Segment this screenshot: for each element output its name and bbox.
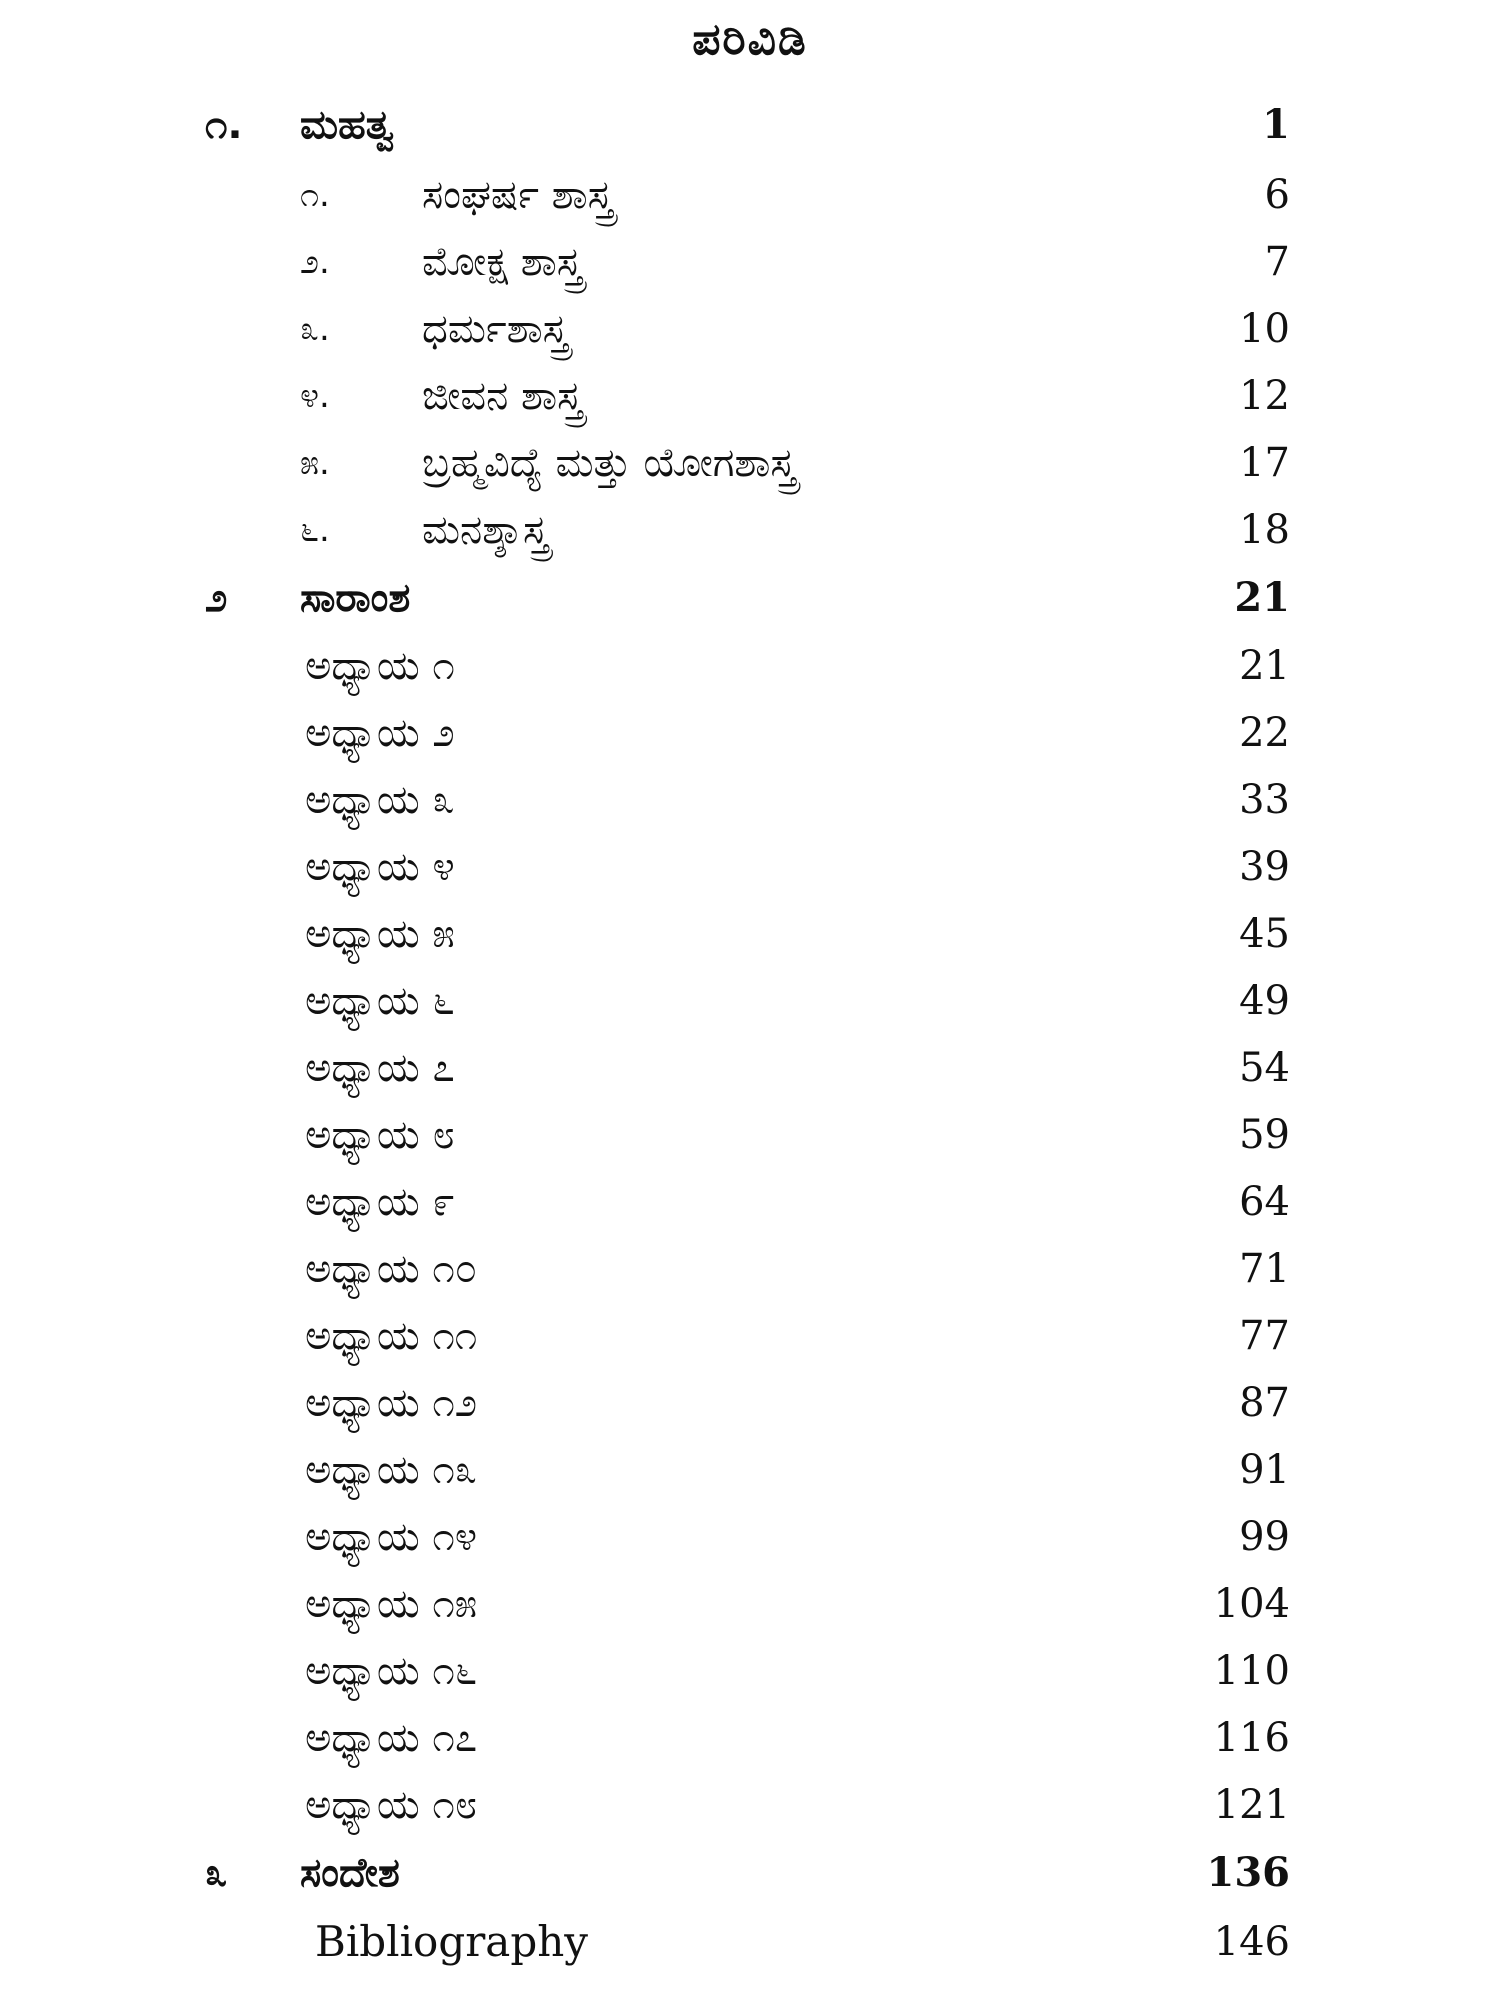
page-number: 71 — [1239, 1246, 1290, 1292]
page-number: 91 — [1239, 1447, 1290, 1493]
page-number: 104 — [1213, 1581, 1290, 1627]
chapter-title: ಅಧ್ಯಾಯ ೧೭ — [305, 1715, 478, 1761]
page-number: 10 — [1239, 306, 1290, 352]
page-number: 22 — [1239, 710, 1290, 756]
toc-chapter[interactable] — [0, 1239, 1500, 1299]
page-title: ಪರಿವಿಡಿ — [692, 14, 808, 65]
chapter-title: ಅಧ್ಯಾಯ ೧೨ — [305, 1380, 478, 1426]
page-number: 1 — [1262, 101, 1290, 148]
subsection-title: ಧರ್ಮಶಾಸ್ತ್ರ — [422, 306, 569, 352]
toc-chapter[interactable] — [0, 1507, 1500, 1567]
page-number: 116 — [1213, 1715, 1290, 1761]
page-number: 99 — [1239, 1514, 1290, 1560]
subsection-number: ೪. — [300, 376, 330, 416]
page-number: 12 — [1239, 373, 1290, 419]
toc-section-2[interactable] — [0, 568, 1500, 628]
toc-subsection[interactable] — [0, 433, 1500, 493]
toc-chapter[interactable] — [0, 904, 1500, 964]
toc-section-3[interactable] — [0, 1843, 1500, 1903]
section-title: ಸಂದೇಶ — [300, 1850, 400, 1896]
chapter-title: ಅಧ್ಯಾಯ ೭ — [305, 1045, 455, 1091]
chapter-title: ಅಧ್ಯಾಯ ೪ — [305, 844, 455, 890]
toc-chapter[interactable] — [0, 703, 1500, 763]
section-number: ೨ — [205, 575, 228, 621]
page-number: 110 — [1213, 1648, 1290, 1694]
section-number: ೩ — [205, 1850, 228, 1896]
page-number: 17 — [1239, 440, 1290, 486]
chapter-title: ಅಧ್ಯಾಯ ೧ — [305, 643, 455, 689]
subsection-title: ಮನಶ್ಶಾಸ್ತ್ರ — [422, 507, 549, 553]
chapter-title: ಅಧ್ಯಾಯ ೧೪ — [305, 1514, 478, 1560]
page-number: 77 — [1239, 1313, 1290, 1359]
subsection-number: ೧. — [300, 175, 330, 215]
toc-chapter[interactable] — [0, 1775, 1500, 1835]
page-number: 49 — [1239, 978, 1290, 1024]
subsection-title: ಮೋಕ್ಷ ಶಾಸ್ತ್ರ — [422, 239, 583, 285]
toc-subsection[interactable] — [0, 232, 1500, 292]
toc-chapter[interactable] — [0, 1105, 1500, 1165]
page-number: 21 — [1234, 574, 1290, 621]
toc-chapter[interactable] — [0, 1440, 1500, 1500]
toc-chapter[interactable] — [0, 636, 1500, 696]
page-number: 18 — [1239, 507, 1290, 553]
chapter-title: ಅಧ್ಯಾಯ ೨ — [305, 710, 455, 756]
page-number: 45 — [1239, 911, 1290, 957]
toc-subsection[interactable] — [0, 299, 1500, 359]
toc-chapter[interactable] — [0, 770, 1500, 830]
subsection-title: ಬ್ರಹ್ಮವಿದ್ಯೆ ಮತ್ತು ಯೋಗಶಾಸ್ತ್ರ — [422, 440, 797, 486]
toc-chapter[interactable] — [0, 1708, 1500, 1768]
chapter-title: ಅಧ್ಯಾಯ ೫ — [305, 911, 455, 957]
page-number: 39 — [1239, 844, 1290, 890]
page-number: 59 — [1239, 1112, 1290, 1158]
page-number: 54 — [1239, 1045, 1290, 1091]
chapter-title: ಅಧ್ಯಾಯ ೧೦ — [305, 1246, 478, 1292]
toc-subsection[interactable] — [0, 366, 1500, 426]
toc-chapter[interactable] — [0, 1373, 1500, 1433]
chapter-title: ಅಧ್ಯಾಯ ೯ — [305, 1179, 455, 1225]
chapter-title: ಅಧ್ಯಾಯ ೬ — [305, 978, 455, 1024]
chapter-title: ಅಧ್ಯಾಯ ೧೮ — [305, 1782, 478, 1828]
toc-chapter[interactable] — [0, 971, 1500, 1031]
toc-chapter[interactable] — [0, 1574, 1500, 1634]
toc-subsection[interactable] — [0, 500, 1500, 560]
subsection-number: ೬. — [300, 510, 330, 550]
toc-chapter[interactable] — [0, 1038, 1500, 1098]
toc-bibliography[interactable] — [0, 1912, 1500, 1972]
chapter-title: ಅಧ್ಯಾಯ ೧೫ — [305, 1581, 478, 1627]
page-number: 6 — [1264, 172, 1290, 218]
chapter-title: ಅಧ್ಯಾಯ ೧೬ — [305, 1648, 478, 1694]
page-number: 21 — [1239, 643, 1290, 689]
page-number: 121 — [1213, 1782, 1290, 1828]
subsection-title: ಜೀವನ ಶಾಸ್ತ್ರ — [422, 373, 583, 419]
page-number: 136 — [1206, 1849, 1290, 1896]
section-number: ೧. — [205, 102, 243, 148]
section-title: ಮಹತ್ವ — [300, 102, 395, 148]
subsection-number: ೫. — [300, 443, 330, 483]
section-title: ಸಾರಾಂಶ — [300, 575, 411, 621]
page-number: 33 — [1239, 777, 1290, 823]
chapter-title: ಅಧ್ಯಾಯ ೩ — [305, 777, 455, 823]
toc-section-1[interactable] — [0, 95, 1500, 155]
chapter-title: ಅಧ್ಯಾಯ ೧೩ — [305, 1447, 478, 1493]
toc-subsection[interactable] — [0, 165, 1500, 225]
toc-chapter[interactable] — [0, 837, 1500, 897]
bibliography-title: Bibliography — [315, 1917, 588, 1966]
page-number: 7 — [1264, 239, 1290, 285]
chapter-title: ಅಧ್ಯಾಯ ೮ — [305, 1112, 455, 1158]
subsection-number: ೨. — [300, 242, 330, 282]
subsection-title: ಸಂಘರ್ಷ ಶಾಸ್ತ್ರ — [422, 172, 614, 218]
page-number: 146 — [1213, 1919, 1290, 1965]
toc-chapter[interactable] — [0, 1306, 1500, 1366]
chapter-title: ಅಧ್ಯಾಯ ೧೧ — [305, 1313, 478, 1359]
toc-chapter[interactable] — [0, 1641, 1500, 1701]
toc-chapter[interactable] — [0, 1172, 1500, 1232]
page-number: 64 — [1239, 1179, 1290, 1225]
page-number: 87 — [1239, 1380, 1290, 1426]
subsection-number: ೩. — [300, 309, 330, 349]
